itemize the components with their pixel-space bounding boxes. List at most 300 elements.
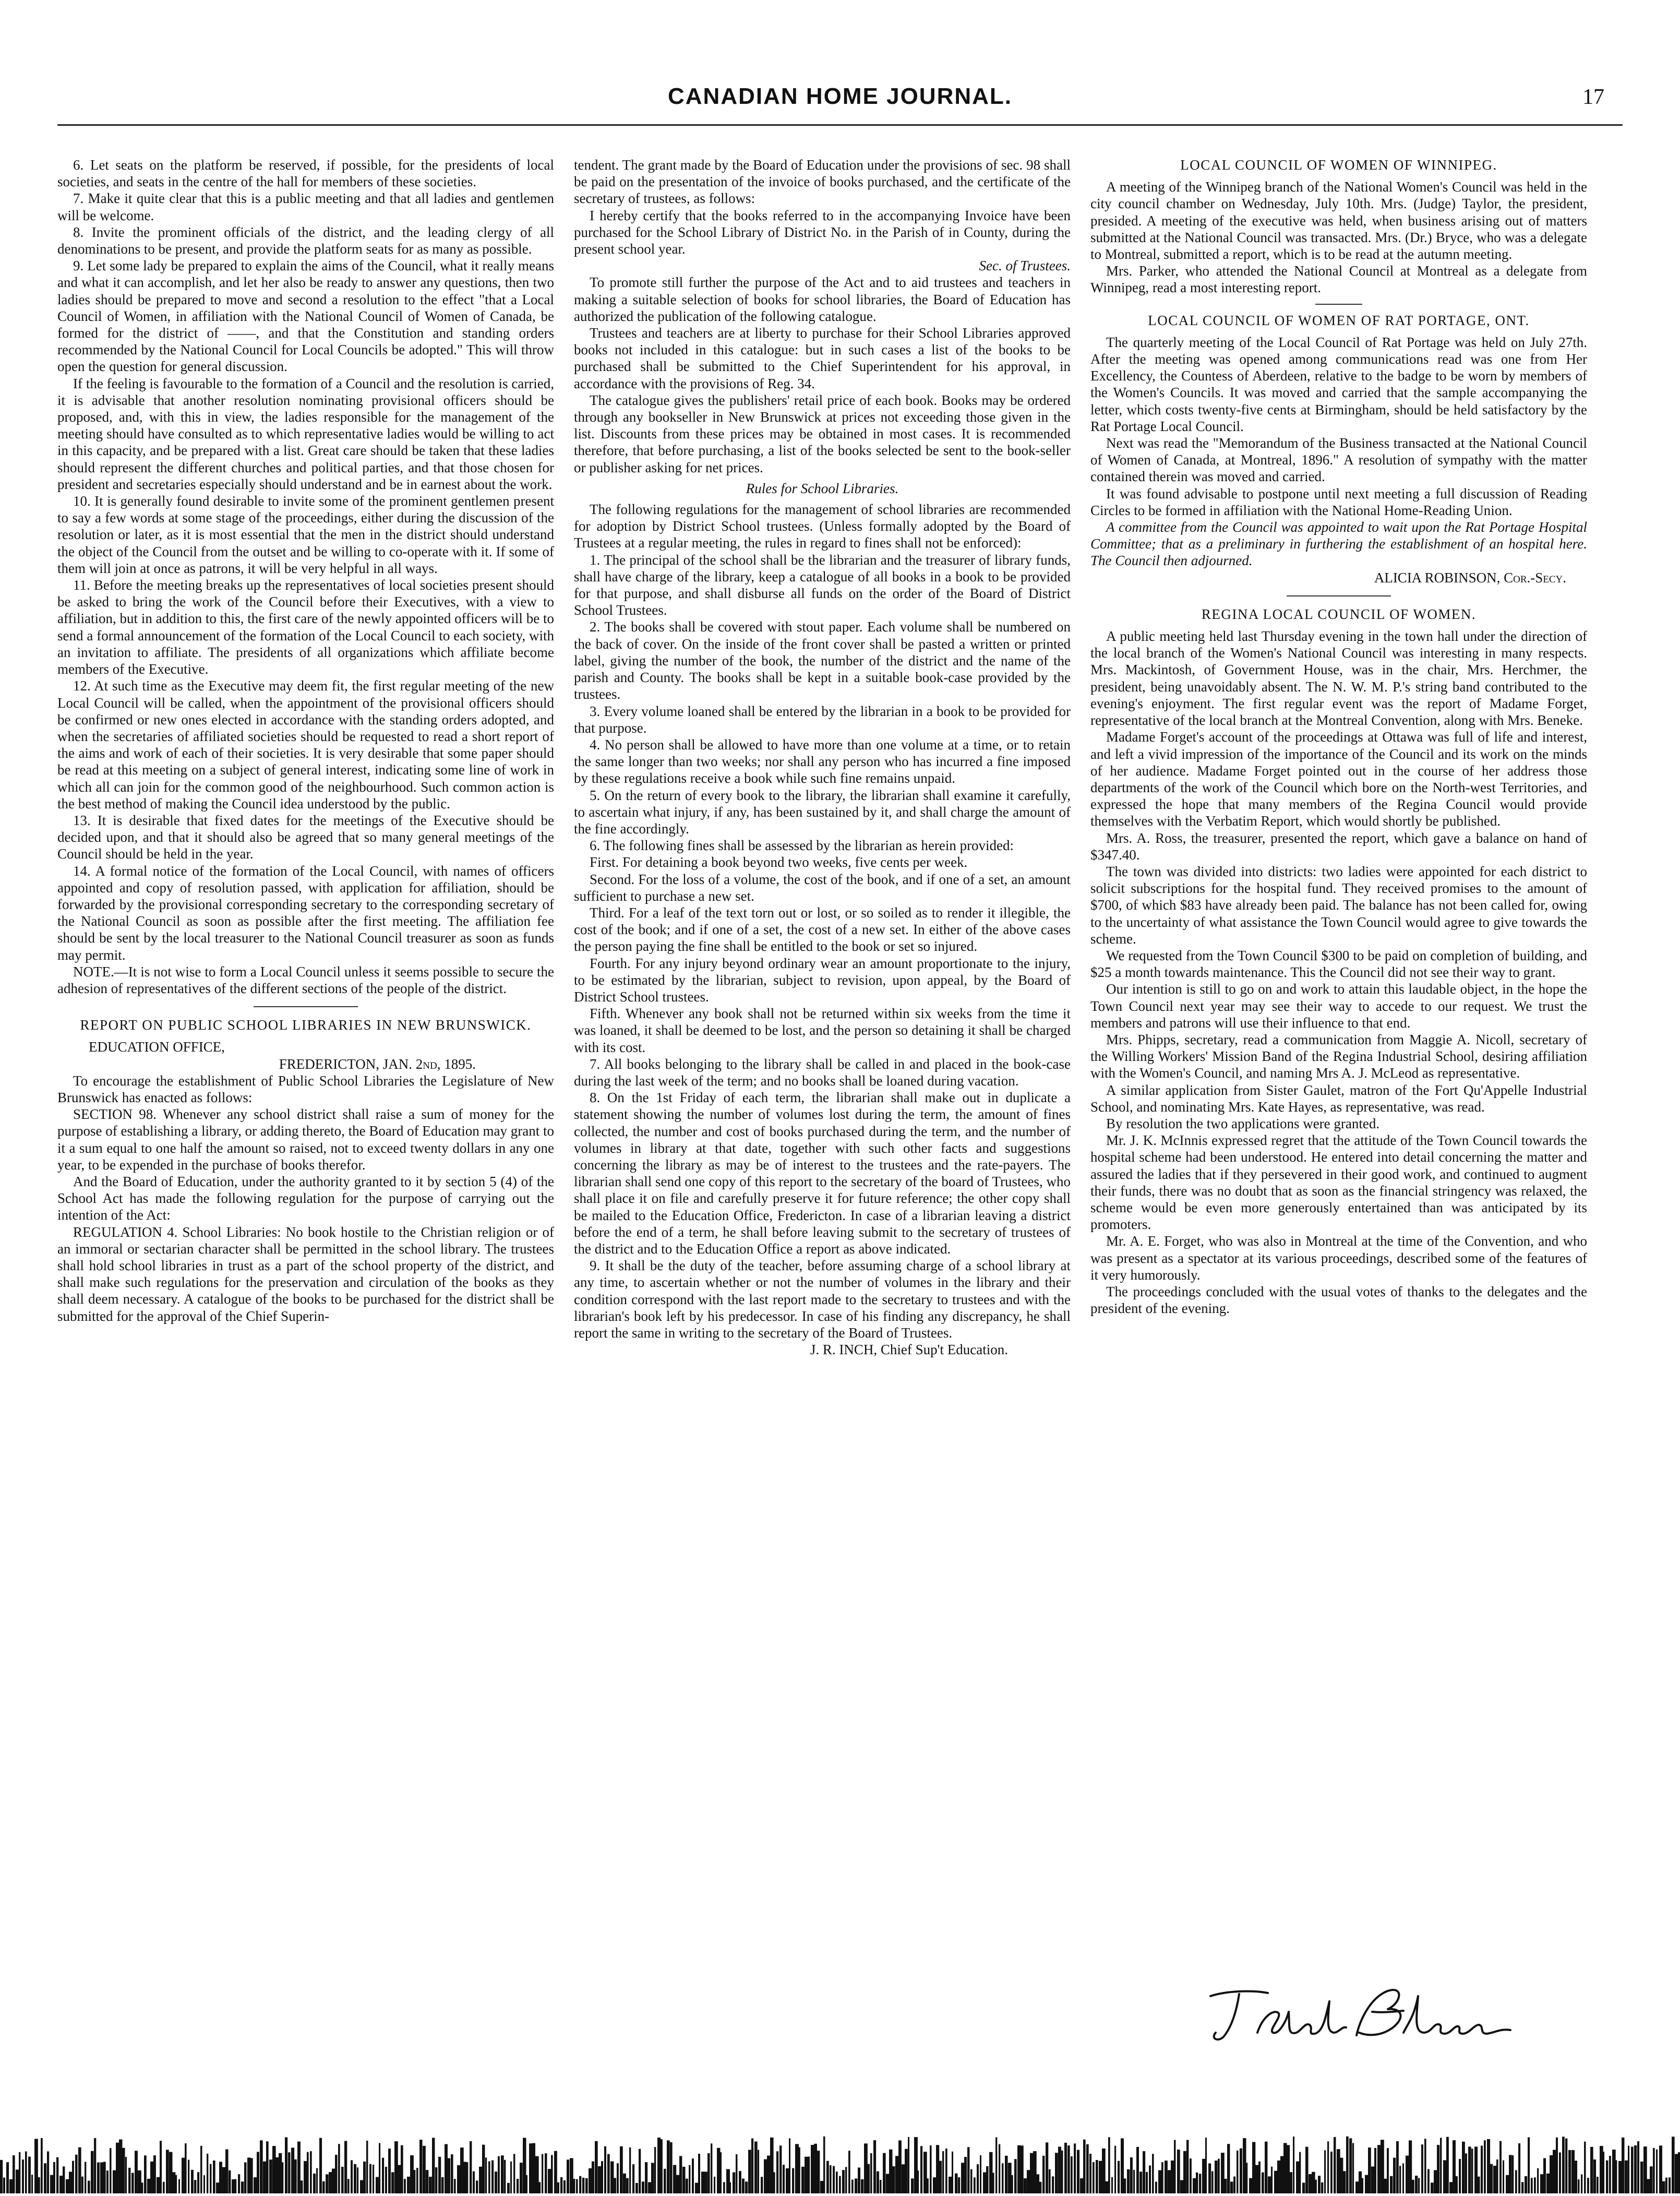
border-mark xyxy=(980,2155,981,2193)
border-mark xyxy=(1230,2181,1233,2193)
border-mark xyxy=(851,2180,854,2193)
border-mark xyxy=(770,2138,774,2193)
border-mark xyxy=(1064,2143,1067,2193)
border-mark xyxy=(701,2171,705,2193)
item-10: 10. It is generally found desirable to invite some of the prominent gentlemen present to say a few words at some stage of the proceedings, either during the discussion of the resolution or later, as it is most essential that the men in the district should understand the object of the Council from the outset and be willing to co-operate with it. If some of them will join at once as patrons, it will be very helpful in all ways. xyxy=(57,493,554,576)
border-mark xyxy=(1340,2158,1343,2193)
border-mark xyxy=(1377,2145,1381,2193)
border-mark xyxy=(707,2153,710,2193)
border-mark xyxy=(761,2177,763,2193)
dateline: FREDERICTON, JAN. 2nd, 1895. xyxy=(279,1056,476,1072)
border-mark xyxy=(1021,2145,1024,2193)
border-mark xyxy=(642,2181,644,2193)
border-mark xyxy=(1274,2171,1277,2193)
border-mark xyxy=(886,2174,889,2193)
border-mark xyxy=(1359,2171,1362,2193)
border-mark xyxy=(307,2152,309,2193)
border-mark xyxy=(1296,2162,1300,2193)
border-mark xyxy=(1174,2140,1175,2193)
border-mark xyxy=(933,2177,936,2193)
column-middle xyxy=(574,157,1071,1358)
border-mark xyxy=(219,2162,222,2193)
border-mark xyxy=(1534,2177,1536,2193)
border-mark xyxy=(344,2141,347,2193)
border-mark xyxy=(1355,2181,1359,2193)
border-mark xyxy=(1262,2173,1264,2193)
border-mark xyxy=(992,2173,994,2193)
border-mark xyxy=(394,2141,398,2193)
border-mark xyxy=(798,2147,800,2193)
border-mark xyxy=(1111,2177,1113,2193)
border-mark xyxy=(551,2155,553,2193)
border-mark xyxy=(1221,2153,1225,2193)
border-mark xyxy=(1283,2143,1287,2193)
border-mark xyxy=(767,2156,770,2193)
border-mark xyxy=(1531,2178,1533,2193)
border-mark xyxy=(751,2139,753,2193)
rat-portage-signature: ALICIA ROBINSON, Cor.-Secy. xyxy=(1374,569,1566,586)
border-mark xyxy=(163,2182,165,2193)
border-mark xyxy=(100,2163,103,2193)
board-regulation: And the Board of Education, under the authority granted to it by section 5 (4) of the School Act has made the following regulation for the purpose of carrying out the intention of the Act: xyxy=(57,1173,554,1223)
border-mark xyxy=(1421,2144,1423,2193)
border-mark xyxy=(1399,2166,1401,2193)
border-mark xyxy=(563,2180,566,2193)
item-9: 9. Let some lady be prepared to explain the aims of the Council, what it really means and what it can accomplish, and let her also be ready to answer any questions, then two ladies should be prepared to move and second a resolution to the effect "that a Local Council of Women, in affiliation with the National Council of Women of Canada, be formed for the district of ——, and that the Constitution and standing orders recommended by the National Council for Local Councils be adopted." This will throw open the question for general discussion. xyxy=(57,258,554,375)
winnipeg-paragraph-1: A meeting of the Winnipeg branch of the National Women's Council was held in the city council chamber on Wednesday, July 10th. Mrs. (Judge) Taylor, the president, presided. A meeting of the executive was held, when business arising out of matters submitted at the National Council was transacted. Mrs. (Dr.) Bryce, who was a delegate to Montreal, submitted a report, which is to be read at the autumn meeting. xyxy=(1090,179,1587,262)
border-mark xyxy=(898,2140,902,2193)
border-mark xyxy=(1327,2141,1329,2193)
border-mark xyxy=(423,2146,426,2193)
border-mark xyxy=(1139,2171,1142,2193)
border-mark xyxy=(1409,2140,1412,2193)
border-mark xyxy=(645,2162,647,2193)
border-mark xyxy=(1127,2169,1130,2193)
border-mark xyxy=(661,2139,663,2193)
section-divider xyxy=(254,1006,358,1007)
border-mark xyxy=(883,2153,886,2193)
border-mark xyxy=(964,2157,967,2193)
fine-fourth: Fourth. For any injury beyond ordinary wear an amount proportionate to the injury, to be estimated by the librarian, subject to revision, upon appeal, by the Board of District School trustees. xyxy=(574,955,1071,1005)
border-mark xyxy=(379,2143,380,2193)
border-mark xyxy=(1158,2170,1162,2193)
border-mark xyxy=(329,2172,332,2193)
border-mark xyxy=(676,2175,679,2193)
border-mark xyxy=(1471,2149,1473,2193)
border-mark xyxy=(1381,2140,1384,2193)
border-mark xyxy=(1415,2176,1418,2193)
border-mark xyxy=(260,2140,263,2193)
border-mark xyxy=(304,2161,307,2193)
border-mark xyxy=(614,2178,616,2193)
border-mark xyxy=(153,2155,156,2193)
border-mark xyxy=(56,2157,58,2193)
border-mark xyxy=(795,2144,799,2193)
border-mark xyxy=(595,2141,598,2193)
border-mark xyxy=(905,2149,908,2193)
border-mark xyxy=(376,2177,379,2193)
border-mark xyxy=(895,2156,898,2193)
border-mark xyxy=(78,2147,81,2193)
fine-second: Second. For the loss of a volume, the cost of the book, and if one of a set, an amount sufficient to purchase a new set. xyxy=(574,871,1071,904)
border-mark xyxy=(466,2162,468,2193)
border-mark xyxy=(826,2161,829,2193)
rule-1: 1. The principal of the school shall be the librarian and the treasurer of library funds, shall have charge of the library, keep a catalogue of all books in a book to be provided for that purpose, and shall disburse all funds on the order of the Board of District School Trustees. xyxy=(574,552,1071,618)
border-mark xyxy=(1459,2159,1461,2193)
border-mark xyxy=(945,2149,947,2193)
border-mark xyxy=(1537,2168,1539,2193)
border-mark xyxy=(1083,2140,1086,2193)
border-mark xyxy=(1518,2143,1520,2193)
certificate-signature: Sec. of Trustees. xyxy=(979,258,1071,274)
border-mark xyxy=(59,2176,63,2193)
border-mark xyxy=(877,2171,879,2193)
border-mark xyxy=(94,2138,96,2193)
border-mark xyxy=(1543,2158,1546,2193)
border-mark xyxy=(1237,2151,1238,2193)
border-mark xyxy=(216,2182,219,2193)
border-mark xyxy=(16,2169,19,2193)
border-mark xyxy=(507,2183,510,2193)
border-mark xyxy=(955,2174,957,2193)
border-mark xyxy=(908,2137,909,2193)
border-mark xyxy=(626,2178,629,2193)
border-mark xyxy=(1637,2141,1639,2193)
border-mark xyxy=(294,2159,297,2193)
border-mark xyxy=(1525,2176,1527,2193)
border-mark xyxy=(128,2168,130,2193)
border-mark xyxy=(1631,2147,1634,2193)
border-mark xyxy=(548,2169,551,2193)
border-mark xyxy=(1293,2137,1294,2193)
border-mark xyxy=(1205,2138,1207,2193)
border-mark xyxy=(864,2143,868,2193)
liberty-paragraph: Trustees and teachers are at liberty to purchase for their School Libraries approved books not included in this catalogue: but in such cases a list of the books to be purchased shall be submitted to the Chief Superintendent for his approval, in accordance with the provisions of Reg. 34. xyxy=(574,325,1071,391)
rule-9: 9. It shall be the duty of the teacher, before assuming charge of a school library at any time, to ascertain whether or not the number of volumes in the library and their condition correspond with the last report made to the secretary to trustees and with the librarian's book left by his predecessor. In case of his finding any discrepancy, he shall report the same in writing to the secretary of the Board of Trustees. xyxy=(574,1258,1071,1341)
border-mark xyxy=(1462,2142,1465,2193)
border-mark xyxy=(592,2162,594,2193)
border-mark xyxy=(288,2152,291,2193)
border-mark xyxy=(66,2179,69,2193)
border-mark xyxy=(723,2182,725,2193)
border-mark xyxy=(1299,2152,1301,2193)
border-mark xyxy=(473,2171,475,2193)
border-pattern xyxy=(0,2132,1680,2193)
border-mark xyxy=(830,2165,832,2193)
section-divider xyxy=(1315,304,1362,305)
border-mark xyxy=(736,2154,737,2193)
border-mark xyxy=(1243,2138,1246,2193)
border-mark xyxy=(1643,2146,1647,2193)
border-mark xyxy=(254,2177,257,2193)
border-mark xyxy=(1061,2151,1063,2193)
border-mark xyxy=(532,2143,535,2193)
border-mark xyxy=(1587,2178,1589,2193)
border-mark xyxy=(479,2167,483,2193)
column-left xyxy=(57,157,554,1324)
rule-6: 6. The following fines shall be assessed by the librarian as herein provided: xyxy=(590,838,1014,854)
border-mark xyxy=(686,2179,688,2193)
border-mark xyxy=(1218,2158,1220,2193)
border-mark xyxy=(476,2180,478,2193)
report-heading: REPORT ON PUBLIC SCHOOL LIBRARIES IN NEW BRUNSWICK. xyxy=(80,1017,532,1033)
border-mark xyxy=(1453,2140,1456,2193)
border-mark xyxy=(1211,2171,1214,2193)
border-mark xyxy=(783,2165,785,2193)
rat-portage-heading: LOCAL COUNCIL OF WOMEN OF RAT PORTAGE, ONT. xyxy=(1148,312,1530,328)
border-mark xyxy=(1343,2171,1346,2193)
border-mark xyxy=(1268,2176,1271,2193)
border-mark xyxy=(1058,2147,1061,2193)
border-mark xyxy=(923,2152,927,2193)
regina-paragraph-12: The proceedings concluded with the usual votes of thanks to the delegates and the president of the evening. xyxy=(1090,1284,1587,1317)
border-mark xyxy=(542,2154,543,2193)
border-mark xyxy=(1027,2170,1030,2193)
report-intro: To encourage the establishment of Public School Libraries the Legislature of New Brunswick has enacted as follows: xyxy=(57,1072,554,1105)
border-mark xyxy=(1578,2179,1579,2193)
border-mark xyxy=(1615,2160,1617,2193)
border-mark xyxy=(1030,2153,1034,2193)
regina-paragraph-9: By resolution the two applications were granted. xyxy=(1106,1115,1380,1131)
border-mark xyxy=(1503,2161,1504,2193)
border-mark xyxy=(1656,2150,1658,2193)
border-mark xyxy=(554,2151,557,2193)
border-mark xyxy=(711,2143,712,2193)
border-mark xyxy=(419,2140,422,2193)
border-mark xyxy=(1625,2161,1628,2193)
border-mark xyxy=(119,2140,122,2193)
border-mark xyxy=(670,2142,673,2193)
border-mark xyxy=(1512,2155,1514,2193)
border-mark xyxy=(1653,2148,1655,2193)
border-mark xyxy=(1312,2172,1315,2193)
border-mark xyxy=(1384,2179,1387,2193)
border-mark xyxy=(498,2156,500,2193)
border-mark xyxy=(720,2152,722,2193)
border-mark xyxy=(620,2146,623,2193)
border-mark xyxy=(398,2165,401,2193)
border-mark xyxy=(1478,2177,1480,2193)
rule-3: 3. Every volume loaned shall be entered by the librarian in a book to be provided for that purpose. xyxy=(574,703,1071,736)
border-mark xyxy=(44,2163,46,2193)
page-number: 17 xyxy=(1582,85,1604,109)
border-mark xyxy=(952,2152,953,2193)
border-mark xyxy=(1603,2152,1604,2193)
border-mark xyxy=(1077,2150,1079,2193)
border-mark xyxy=(517,2179,519,2193)
border-mark xyxy=(1371,2166,1375,2193)
border-mark xyxy=(1011,2175,1013,2193)
border-mark xyxy=(811,2145,814,2193)
border-mark xyxy=(1002,2163,1003,2193)
border-mark xyxy=(1437,2145,1439,2193)
catalogue-paragraph: The catalogue gives the publishers' retail price of each book. Books may be ordered through any bookseller in New Brunswick at prices not exceeding those given in the list. Discounts from these prices may be obtained in most cases. It is recommended therefore, that before purchasing, a list of the books selected be sent to the book-seller or publisher asking for net prices. xyxy=(574,392,1071,475)
border-mark xyxy=(410,2155,414,2193)
section-98: SECTION 98. Whenever any school district shall raise a sum of money for the purpose of establishing a library, or adding thereto, the Board of Education may grant to it a sum equal to one half the amount so raised, not to exceed twenty dollars in any one year, to be expended in the purchase of books therefor. xyxy=(57,1106,554,1173)
border-mark xyxy=(808,2156,810,2193)
border-mark xyxy=(1559,2153,1561,2193)
border-mark xyxy=(1042,2156,1045,2193)
border-mark xyxy=(200,2146,202,2193)
border-mark xyxy=(1149,2166,1151,2193)
border-mark xyxy=(1515,2170,1517,2193)
header-rule xyxy=(57,124,1623,126)
border-mark xyxy=(1446,2137,1449,2193)
border-mark xyxy=(269,2159,272,2193)
border-mark xyxy=(404,2179,406,2193)
item-7: 7. Make it quite clear that this is a public meeting and that all ladies and gentlemen will be welcome. xyxy=(57,190,554,223)
border-mark xyxy=(1412,2180,1414,2193)
border-mark xyxy=(1036,2174,1039,2193)
decorative-border-strip xyxy=(0,2132,1680,2193)
border-mark xyxy=(970,2169,972,2193)
border-mark xyxy=(639,2149,641,2193)
border-mark xyxy=(53,2162,55,2193)
border-mark xyxy=(1349,2138,1352,2193)
border-mark xyxy=(297,2142,301,2193)
border-mark xyxy=(426,2170,428,2193)
border-mark xyxy=(742,2179,745,2193)
border-mark xyxy=(47,2152,49,2193)
regina-heading: REGINA LOCAL COUNCIL OF WOMEN. xyxy=(1201,606,1477,622)
border-mark xyxy=(1634,2145,1637,2193)
border-mark xyxy=(1133,2170,1135,2193)
border-mark xyxy=(485,2157,487,2193)
border-mark xyxy=(667,2140,670,2193)
border-mark xyxy=(310,2151,312,2193)
border-mark xyxy=(351,2160,353,2193)
border-mark xyxy=(1521,2182,1523,2193)
border-mark xyxy=(75,2155,78,2193)
border-mark xyxy=(1008,2163,1012,2193)
border-mark xyxy=(1186,2140,1189,2193)
border-mark xyxy=(1606,2161,1608,2193)
border-mark xyxy=(363,2162,366,2193)
border-mark xyxy=(1183,2151,1186,2193)
border-mark xyxy=(1434,2170,1437,2193)
border-mark xyxy=(157,2177,160,2193)
border-mark xyxy=(717,2148,720,2193)
border-mark xyxy=(1199,2174,1201,2193)
border-mark xyxy=(836,2171,838,2193)
border-mark xyxy=(247,2157,251,2193)
border-mark xyxy=(222,2167,226,2193)
border-mark xyxy=(839,2176,841,2193)
border-mark xyxy=(1089,2154,1091,2193)
border-mark xyxy=(85,2162,86,2193)
border-mark xyxy=(1584,2142,1586,2193)
border-mark xyxy=(401,2145,403,2193)
border-mark xyxy=(63,2166,65,2193)
border-mark xyxy=(1440,2138,1442,2193)
border-mark xyxy=(748,2150,751,2193)
border-mark xyxy=(1180,2180,1184,2193)
border-mark xyxy=(610,2162,614,2193)
border-mark xyxy=(927,2178,929,2193)
border-mark xyxy=(1215,2161,1218,2193)
border-mark xyxy=(545,2153,547,2193)
border-mark xyxy=(244,2162,247,2193)
border-mark xyxy=(97,2163,100,2193)
border-mark xyxy=(1449,2182,1453,2193)
border-mark xyxy=(820,2181,823,2193)
border-mark xyxy=(282,2162,283,2193)
border-mark xyxy=(1487,2139,1490,2193)
border-mark xyxy=(131,2173,134,2193)
border-mark xyxy=(585,2178,588,2193)
border-mark xyxy=(1562,2137,1565,2193)
border-mark xyxy=(889,2150,892,2193)
border-mark xyxy=(169,2152,172,2193)
border-mark xyxy=(322,2181,325,2193)
item-13: 13. It is desirable that fixed dates for the meetings of the Executive should be decided upon, and that it should also be agreed that so many general meetings of the Council should be held in the year. xyxy=(57,812,554,862)
border-mark xyxy=(1665,2178,1667,2193)
rule-2: 2. The books shall be covered with stout paper. Each volume shall be numbered on the back of cover. On the inside of the front cover shall be pasted a written or printed label, giving the number of the book, the number of the district and the name of the parish and County. The books shall be kept in a suitable book-case provided by the trustees. xyxy=(574,619,1071,702)
border-mark xyxy=(576,2179,578,2193)
border-mark xyxy=(1659,2145,1662,2193)
border-mark xyxy=(513,2154,515,2193)
border-mark xyxy=(335,2155,338,2193)
border-mark xyxy=(1258,2162,1261,2193)
border-mark xyxy=(1568,2150,1571,2193)
border-mark xyxy=(144,2155,147,2193)
border-mark xyxy=(1431,2182,1434,2193)
border-mark xyxy=(116,2143,119,2193)
signature-drawing xyxy=(1195,1980,1518,2048)
border-mark xyxy=(880,2180,881,2193)
border-mark xyxy=(1406,2156,1409,2193)
rat-portage-paragraph-1: The quarterly meeting of the Local Council of Rat Portage was held on July 27th. After the meeting was opened among communications read was one from Her Excellency, the Countess of Aberdeen, relative to the badge to be worn by members of the Women's Councils. It was moved and carried that the sample accompanying the letter, which costs twenty-five cents at Birmingham, should be held satisfactory by the Rat Portage Local Council. xyxy=(1090,334,1587,434)
border-mark xyxy=(1246,2163,1247,2193)
border-mark xyxy=(958,2177,960,2193)
border-mark xyxy=(6,2162,9,2193)
border-mark xyxy=(34,2139,38,2193)
border-mark xyxy=(1640,2162,1643,2193)
border-mark xyxy=(814,2144,817,2193)
border-mark xyxy=(1071,2156,1073,2193)
border-mark xyxy=(1102,2149,1106,2193)
border-mark xyxy=(138,2170,141,2193)
border-mark xyxy=(445,2144,448,2193)
border-mark xyxy=(451,2154,453,2193)
border-mark xyxy=(1168,2170,1171,2193)
border-mark xyxy=(435,2167,437,2193)
border-mark xyxy=(1593,2159,1596,2193)
border-mark xyxy=(263,2162,267,2193)
border-mark xyxy=(967,2147,969,2193)
border-mark xyxy=(1055,2153,1058,2193)
border-mark xyxy=(974,2177,976,2193)
regina-paragraph-10: Mr. J. K. McInnis expressed regret that the attitude of the Town Council towards the hospital scheme had been understood. He entered into detail concerning the matter and assured the ladies that if they persevered in their good work, and continued to augment their funds, there was no doubt that as soon as the financial stringency was relaxed, the scheme would be even more generously entertained than was anticipated by its promoters. xyxy=(1090,1132,1587,1233)
border-mark xyxy=(510,2162,512,2193)
border-mark xyxy=(429,2177,432,2193)
item-11: 11. Before the meeting breaks up the representatives of local societies present should be asked to bring the work of the Council before their Executives, with a view to affiliation, but in addition to this, the first care of the newly appointed officers will be to send a formal announcement of the formation of the Local Council to each society, with an invitation to affiliate. The presidents of all organizations which affiliate become members of the Executive. xyxy=(57,577,554,677)
item-9-continued: If the feeling is favourable to the formation of a Council and the resolution is carried, it is advisable that another resolution nominating provisional officers should be proposed, and, with this in view, the ladies responsible for the management of the meeting should have consulted as to which representative ladies would be willing to act in this capacity, and be prepared with a list. Great care should be taken that these ladies should represent the different churches and political parties, and that those chosen for president and secretaries especially should understand and be in earnest about the work. xyxy=(57,375,554,492)
border-mark xyxy=(977,2164,979,2193)
border-mark xyxy=(448,2158,450,2193)
border-mark xyxy=(1121,2138,1124,2193)
border-mark xyxy=(1612,2150,1616,2193)
border-mark xyxy=(235,2179,236,2193)
border-mark xyxy=(1546,2174,1550,2193)
border-mark xyxy=(382,2158,384,2193)
border-mark xyxy=(0,2160,3,2193)
border-mark xyxy=(354,2164,356,2193)
border-mark xyxy=(316,2168,318,2193)
border-mark xyxy=(1662,2181,1665,2193)
border-mark xyxy=(1427,2169,1430,2193)
fine-first: First. For detaining a book beyond two weeks, five cents per week. xyxy=(590,854,968,870)
